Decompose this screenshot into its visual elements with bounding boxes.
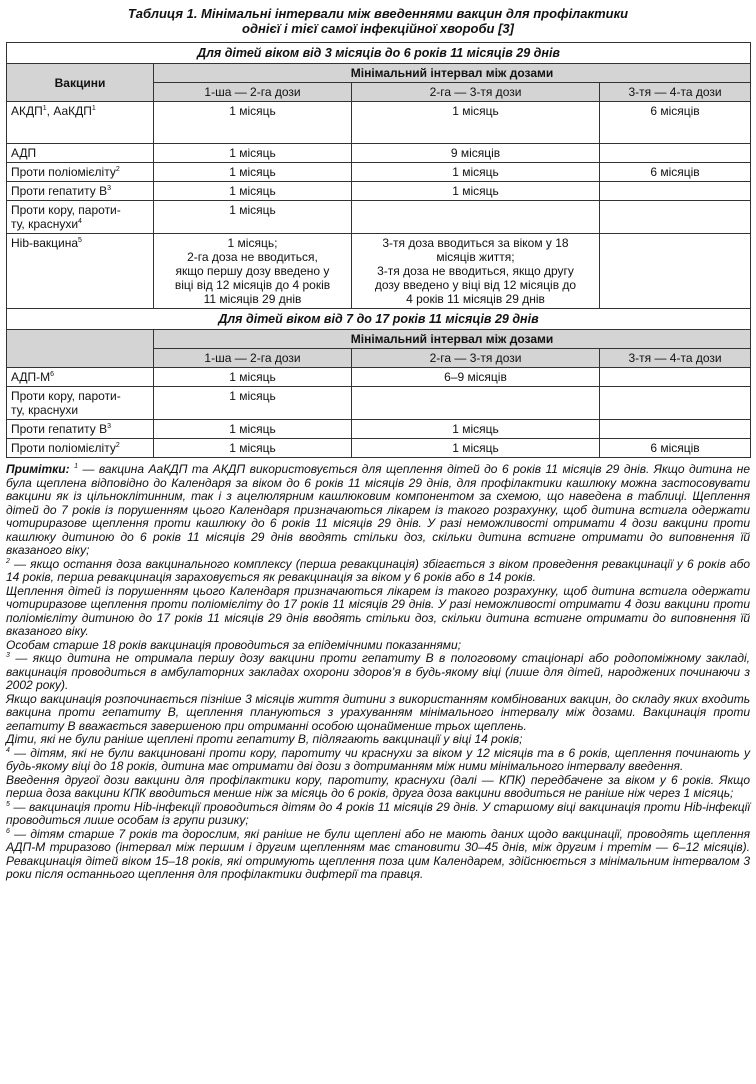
dose23-cell: 1 місяць [352, 163, 600, 182]
table-row [7, 387, 751, 420]
footnote-paragraph: Діти, які не були раніше щеплені проти гепатиту В, підлягають вакцинації у віці 14 років; [6, 732, 523, 746]
footnote-3: $^3$ — якщо дитина не отримала першу дозу вакцини проти гепатиту В в пологовому стаціонарі або родопоміжному закладі, вакцинація проводиться в амбулаторних закладах охорони здоров’я в будь-якому віці (лише для дітей, народжених починаючи з 2002 року). [6, 651, 750, 692]
dose23-cell [352, 201, 600, 234]
dose34-header-2: 3-тя — 4-та дози [600, 349, 751, 368]
dose34-cell [600, 144, 751, 163]
footnote-paragraph: Якщо вакцинація розпочинається пізніше 3 місяців життя дитини з використанням комбінованих вакцин, до складу яких входить вакцина проти гепатиту В, щеплення плануються з урахуванням мінімального інтервалу між дозами. Вакцинація проти гепатиту В вважається завершеною при отриманні особою щонайменше трьох щеплень. [6, 691, 750, 733]
dose23-header-2: 2-га — 3-тя дози [352, 349, 600, 368]
footnote-5: $^5$ — вакцинація проти Hib-інфекції проводиться дітям до 4 років 11 місяців 29 днів. У старшому віці вакцинація проти Hib-інфекції проводиться лише особам із групи ризику; [6, 799, 750, 827]
vaccines-header-empty [7, 330, 154, 368]
table-row [7, 102, 751, 144]
header-row-1 [7, 64, 751, 83]
dose23-cell: 3-тя доза вводиться за віком у 18 місяців життя; 3-тя доза не вводиться, якщо другу дозу введено у віці від 12 місяців до 4 років 11 місяців 29 днів [352, 234, 600, 309]
dose34-header: 3-тя — 4-та дози [600, 83, 751, 102]
dose12-cell: 1 місяць [154, 368, 352, 387]
vaccine-name-cell: Проти поліомієліту$^2$ [7, 439, 154, 458]
table-row [7, 420, 751, 439]
dose34-cell: 6 місяців [600, 439, 751, 458]
table-title-line1: Таблиця 1. Мінімальні інтервали між введеннями вакцин для профілактики [127, 6, 629, 21]
dose23-header: 2-га — 3-тя дози [352, 83, 600, 102]
vaccine-name-cell: Проти кору, пароти- ту, краснухи [7, 387, 154, 420]
vaccine-name-cell: АДП [7, 144, 154, 163]
dose12-cell: 1 місяць [154, 102, 352, 144]
section2-band-row [7, 309, 751, 330]
footnote-1: Примітки: $^1$ — вакцина АаКДП та АКДП використовується для щеплення дітей до 6 років 11 місяців 29 днів. Якщо дитина не була щеплена відповідно до Календаря за віком до 6 років 11 місяців 29 днів, для профілактики кашлюку можна застосовувати вакцини як із цільноклітинним, так і з ацелюлярним кашлюковим компонентом за схемою, що наведена в таблиці. Щеплення дітей до 7 років із порушенням цього Календаря призначаються лікарем із такого розрахунку, щоб дитина встигла одержати чотириразове щеплення проти кашлюку до 6 років 11 місяців 29 днів. У разі неможливості отримати 4 дози вакцини проти кашлюку дитиною до 6 років 11 місяців 29 днів вводять стільки доз, скільки дитина встигне отримати до виповнення їй вказаного віку; [6, 462, 750, 557]
section1-band-row [7, 43, 751, 64]
footnote-4: $^4$ — дітям, які не були вакциновані проти кору, паротиту чи краснухи за віком у 12 місяців та в 6 років, щеплення починають у будь-якому віці до 18 років, дитина має отримати дві дози з дотриманням між ними мінімального інтервалу введення. [6, 745, 750, 773]
footnote-2: $^2$ — якщо остання доза вакцинального комплексу (перша ревакцинація) збігається з віком проведення ревакцинації у 6 років або 14 років, перша ревакцинація зараховується як ревакцинація за віком у 6 років або в 14 років. [6, 556, 750, 584]
notes-label: Примітки: [6, 462, 70, 476]
footnote-paragraph: Введення другої дози вакцини для профілактики кору, паротиту, краснухи (далі — КПК) передбачене за віком у 6 років. Якщо перша доза вакцини КПК вводиться менше ніж за місяць до 6 років, друга доза вакцини вводиться не раніше ніж через 1 місяць; [6, 772, 750, 800]
section2-band: Для дітей віком від 7 до 17 років 11 місяців 29 днів [7, 309, 751, 330]
dose23-cell: 1 місяць [352, 439, 600, 458]
vaccine-name-cell: АКДП$^1$, АаКДП$^1$ [7, 102, 154, 144]
min-interval-header-2: Мінімальний інтервал між дозами [154, 330, 751, 349]
footnotes [6, 463, 750, 882]
dose34-cell [600, 201, 751, 234]
dose23-cell: 1 місяць [352, 182, 600, 201]
vaccine-name-cell: Проти гепатиту $В^3$ [7, 420, 154, 439]
dose23-cell [352, 387, 600, 420]
dose12-cell: 1 місяць [154, 420, 352, 439]
dose12-cell: 1 місяць [154, 182, 352, 201]
dose12-cell: 1 місяць [154, 439, 352, 458]
dose34-cell: 6 місяців [600, 163, 751, 182]
dose34-cell: 6 місяців [600, 102, 751, 144]
dose34-cell [600, 420, 751, 439]
table-row [7, 201, 751, 234]
table-row [7, 144, 751, 163]
min-interval-header: Мінімальний інтервал між дозами [154, 64, 751, 83]
dose12-header: 1-ша — 2-га дози [154, 83, 352, 102]
table-row-hib [7, 234, 751, 309]
vaccine-name-cell: Проти гепатиту $В^3$ [7, 182, 154, 201]
vaccine-name-cell: Hib-вакцина$^5$ [7, 234, 154, 309]
footnote-paragraph: Щеплення дітей із порушенням цього Календаря призначаються лікарем із такого розрахунку, щоб дитина встигла одержати чотириразове щеплення проти поліомієліту до 17 років 11 місяців 29 днів. У разі неможливості отримати 4 дози вакцини проти поліомієліту дитиною до 17 років 11 місяців 29 днів вводять стільки доз, скільки дитина встигне отримати до виповнення їй вказаного віку. [6, 583, 750, 638]
dose12-cell: 1 місяць [154, 387, 352, 420]
vaccines-header: Вакцини [7, 64, 154, 102]
dose23-cell: 6–9 місяців [352, 368, 600, 387]
dose34-cell [600, 182, 751, 201]
table-title [6, 6, 750, 36]
dose23-cell: 1 місяць [352, 102, 600, 144]
dose23-cell: 9 місяців [352, 144, 600, 163]
section1-band: Для дітей віком від 3 місяців до 6 років 11 місяців 29 днів [7, 43, 751, 64]
dose12-cell: 1 місяць [154, 144, 352, 163]
header-row-3 [7, 330, 751, 349]
table-row [7, 368, 751, 387]
vaccine-name-cell: АДП-$М^6$ [7, 368, 154, 387]
dose12-cell: 1 місяць; 2-га доза не вводиться, якщо першу дозу введено у віці від 12 місяців до 4 років 11 місяців 29 днів [154, 234, 352, 309]
dose34-cell [600, 368, 751, 387]
dose12-cell: 1 місяць [154, 163, 352, 182]
footnote-6: $^6$ — дітям старше 7 років та дорослим, які раніше не були щеплені або не мають даних щодо вакцинації, проводять щеплення АДП-М триразово (інтервал між першим і другим щепленням має становити 30–45 днів, між другим і третім — 6–12 місяців). Ревакцинація дітей віком 15–18 років, які отримують щеплення поза цим Календарем, здійснюється з мінімальним інтервалом 3 роки після останнього щеплення для профілактики дифтерії та правця. [6, 826, 750, 881]
table-row [7, 182, 751, 201]
vaccine-interval-table [6, 42, 751, 458]
dose12-cell: 1 місяць [154, 201, 352, 234]
dose23-cell: 1 місяць [352, 420, 600, 439]
dose12-header-2: 1-ша — 2-га дози [154, 349, 352, 368]
table-row [7, 439, 751, 458]
dose34-cell [600, 234, 751, 309]
dose34-cell [600, 387, 751, 420]
table-row [7, 163, 751, 182]
footnote-paragraph: Особам старше 18 років вакцинація проводиться за епідемічними показаннями; [6, 637, 462, 652]
vaccine-name-cell: Проти поліомієліту$^2$ [7, 163, 154, 182]
vaccine-name-cell: Проти кору, пароти- ту, краснухи$^4$ [7, 201, 154, 234]
table-title-line2: однієї і тієї самої інфекційної хвороби [3] [242, 21, 514, 36]
